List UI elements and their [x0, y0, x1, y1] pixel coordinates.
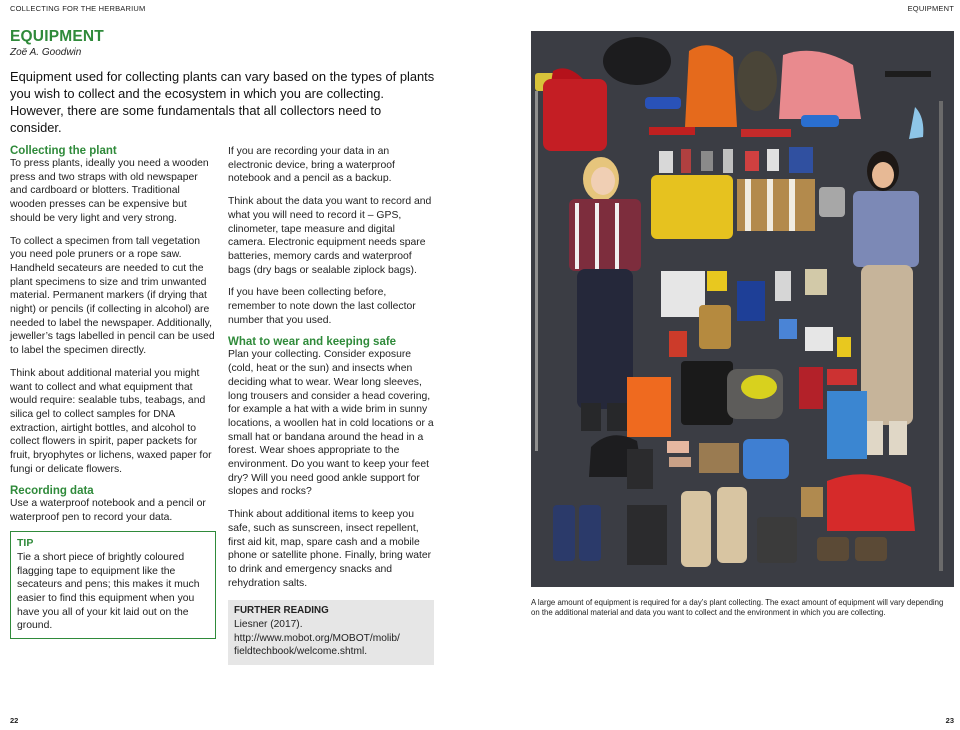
article-author: Zoë A. Goodwin — [10, 47, 82, 58]
further-reading-box — [228, 600, 434, 664]
paragraph: If you have been collecting before, remember to note down the last collector number that you used. — [228, 287, 416, 326]
heading-collecting-the-plant: Collecting the plant — [10, 145, 117, 157]
paragraph: To collect a specimen from tall vegetation you need pole pruners or a rope saw. Handheld secateurs are needed to cut the plant specimens to size and trim unwanted material. Permanent markers (if drying that night) or pencils (if collecting in alcohol) are needed to label the newspaper. Additionally, jeweller’s tags labelled in pencil can be used to label the specimen directly. — [10, 235, 215, 357]
page-number-right: 23 — [945, 716, 954, 725]
heading-what-to-wear: What to wear and keeping safe — [228, 336, 397, 349]
tip-text: Tie a short piece of brightly coloured flagging tape to equipment like the secateurs and pens; this makes it much easier to find this equipment when you have you all of your kit laid out on the ground. — [17, 551, 200, 632]
further-reading-label: FURTHER READING — [234, 605, 329, 617]
paragraph: Think about the data you want to record and what you will need to record it – GPS, clinometer, tape measure and digital camera. Electronic equipment needs spare batteries, memory cards and waterproof bags (dry bags or sealable ziplock bags). — [228, 196, 432, 276]
paragraph: Think about additional material you might want to collect and what equipment that would require: sealable tubs, teabags, and silica gel to collect samples for DNA extraction, airtight bottles, and alcohol to collect flowers in spirit, paper packets for fruit, bryophytes or lichens, waxed paper for fungi or delicate flowers. — [10, 367, 212, 475]
article-title: EQUIPMENT — [10, 28, 104, 45]
further-reading-text: Liesner (2017). http://www.mobot.org/MOBOT/molib/ fieldtechbook/welcome.shtml. — [234, 619, 400, 658]
photo-caption: A large amount of equipment is required for a day’s plant collecting. The exact amount of equipment will vary depending on the additional material and data you want to collect and the environment in which you are collecting. — [531, 598, 944, 618]
tip-box — [10, 531, 216, 639]
page-number-left: 22 — [10, 716, 19, 725]
left-column — [10, 145, 216, 665]
right-column — [228, 145, 434, 665]
body-columns — [10, 145, 435, 665]
running-head-right: EQUIPMENT — [907, 4, 954, 13]
equipment-photo — [531, 31, 954, 587]
left-page — [10, 28, 435, 665]
paragraph: To press plants, ideally you need a wooden press and two straps with old newspaper and cardboard or blotters. Traditional wooden presses can be expensive but should be very light and very strong. — [10, 158, 209, 224]
equipment-photo-illustration — [531, 31, 954, 587]
tip-label: TIP — [17, 536, 34, 549]
paragraph: Think about additional items to keep you safe, such as sunscreen, insect repellent, first aid kit, map, spare cash and a mobile phone or satellite phone. Finally, bring water to drink and emergency snacks and rehydration salts. — [228, 509, 432, 589]
paragraph: Plan your collecting. Consider exposure (cold, heat or the sun) and insects when deciding what to wear. Wear long sleeves, long trousers and consider a head covering, for example a hat with a wide brim in sunny locations, a woollen hat in cold locations or a small hat or bandana around the head in a forest. Wear shoes appropriate to the environment. Do you want to keep your feet dry? Will you need good ankle support for slopes and rocks? — [228, 349, 434, 498]
paragraph: If you are recording your data in an electronic device, bring a waterproof notebook and a pencil as a backup. — [228, 146, 395, 185]
running-head-left: COLLECTING FOR THE HERBARIUM — [10, 4, 146, 13]
paragraph: Use a waterproof notebook and a pencil or waterproof pen to record your data. — [10, 498, 206, 524]
heading-recording-data: Recording data — [10, 485, 94, 498]
article-intro: Equipment used for collecting plants can vary based on the types of plants you wish to collect and the ecosystem in which you are collecting. However, there are some fundamentals that all collectors need to consider. — [10, 69, 435, 135]
